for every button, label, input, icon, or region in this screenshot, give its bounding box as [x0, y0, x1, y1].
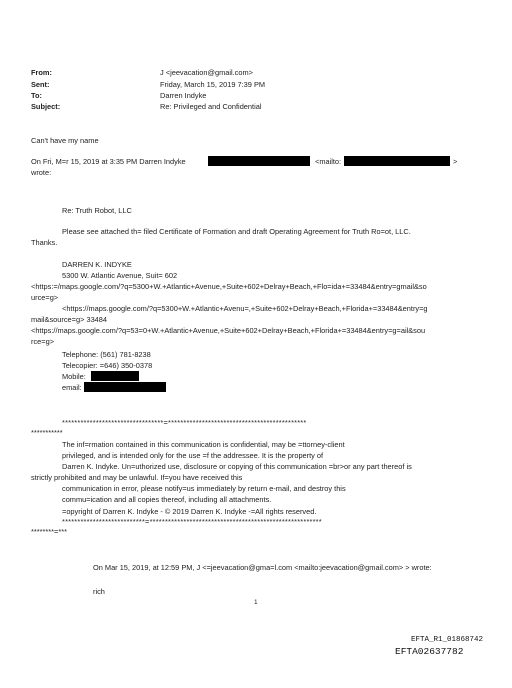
mobile-label: Mobile:: [62, 372, 86, 381]
telecopier: Telecopier: =646) 350-0378: [62, 361, 153, 370]
re-line: Re: Truth Robot, LLC: [62, 206, 132, 215]
confidentiality-line: commu=ication and all copies thereof, including all attachments.: [62, 495, 272, 504]
quote-intro-2: On Mar 15, 2019, at 12:59 PM, J <=jeevacation@gma=l.com <mailto:jeevacation@gmail.com> > wrote:: [93, 563, 432, 572]
quote-wrote: wrote:: [31, 168, 52, 177]
quote-mailto: <mailto:: [315, 157, 342, 166]
quote-close: >: [453, 157, 458, 166]
redaction-box: [208, 156, 310, 166]
to-label: To:: [31, 91, 42, 100]
please-see: Please see attached th= filed Certificate of Formation and draft Operating Agreement for Truth Ro=ot, LLC.: [62, 227, 411, 236]
map-link-cont: mail&source=g> 33484: [31, 315, 108, 324]
confidentiality-line: privileged, and is intended only for the use =f the addressee. It is the property of: [62, 451, 324, 460]
map-link-cont: urce=g>: [31, 293, 59, 302]
redaction-box: [91, 371, 139, 381]
separator-stars: ***************************=********************************************************: [62, 517, 322, 526]
reply-text: rich: [93, 587, 105, 596]
email-label: email:: [62, 383, 82, 392]
sent-value: Friday, March 15, 2019 7:39 PM: [160, 80, 266, 89]
copyright-line: =opyright of Darren K. Indyke - © 2019 Darren K. Indyke -=All rights reserved.: [62, 507, 317, 516]
to-value: Darren Indyke: [160, 91, 207, 100]
confidentiality-line: communication in error, please notify=us immediately by return e-mail, and destroy this: [62, 484, 346, 493]
map-link[interactable]: <https://maps.google.com/?q=5300+W.+Atlantic+Avenu=,+Suite+602+Delray+Beach,+Florida+=33484&entry=g: [62, 304, 428, 313]
separator-stars: *********************************=*********************************************: [62, 418, 307, 427]
subject-value: Re: Privileged and Confidential: [160, 102, 262, 111]
redaction-box: [344, 156, 450, 166]
map-link[interactable]: <https://maps.google.com/?q=53=0+W.+Atlantic+Avenue,+Suite+602+Delray+Beach,+Florida+=33484&entry=g=ail&sou: [31, 326, 426, 335]
subject-label: Subject:: [31, 102, 61, 111]
bates-number: EFTA_R1_01868742: [411, 636, 484, 644]
bates-number: EFTA02637782: [395, 646, 464, 657]
signature-name: DARREN K. INDYKE: [62, 260, 132, 269]
telephone: Telephone: (561) 781-8238: [62, 350, 151, 359]
body-line: Can't have my name: [31, 136, 99, 145]
confidentiality-line: strictly prohibited and may be unlawful. If=you have received this: [31, 473, 243, 482]
signature-address: 5300 W. Atlantic Avenue, Suit= 602: [62, 271, 178, 280]
from-label: From:: [31, 68, 52, 77]
separator-stars: ***********: [31, 428, 63, 437]
map-link-cont: rce=g>: [31, 337, 55, 346]
from-value: J <jeevacation@gmail.com>: [160, 68, 253, 77]
thanks: Thanks.: [31, 238, 58, 247]
sent-label: Sent:: [31, 80, 50, 89]
map-link[interactable]: <https:=/maps.google.com/?q=5300+W.+Atlantic+Avenue,+Suite+602+Delray+Beach,+Flo=ida+=33484&entry=gmail&so: [31, 282, 427, 291]
separator-stars: ********=***: [31, 527, 67, 536]
quote-intro: On Fri, M=r 15, 2019 at 3:35 PM Darren Indyke: [31, 157, 186, 166]
redaction-box: [84, 382, 166, 392]
confidentiality-line: The inf=rmation contained in this communication is confidential, may be =ttorney-client: [62, 440, 345, 449]
page-number: 1: [254, 599, 258, 606]
confidentiality-line: Darren K. Indyke. Un=uthorized use, disclosure or copying of this communication =br>or any part thereof is: [62, 462, 412, 471]
